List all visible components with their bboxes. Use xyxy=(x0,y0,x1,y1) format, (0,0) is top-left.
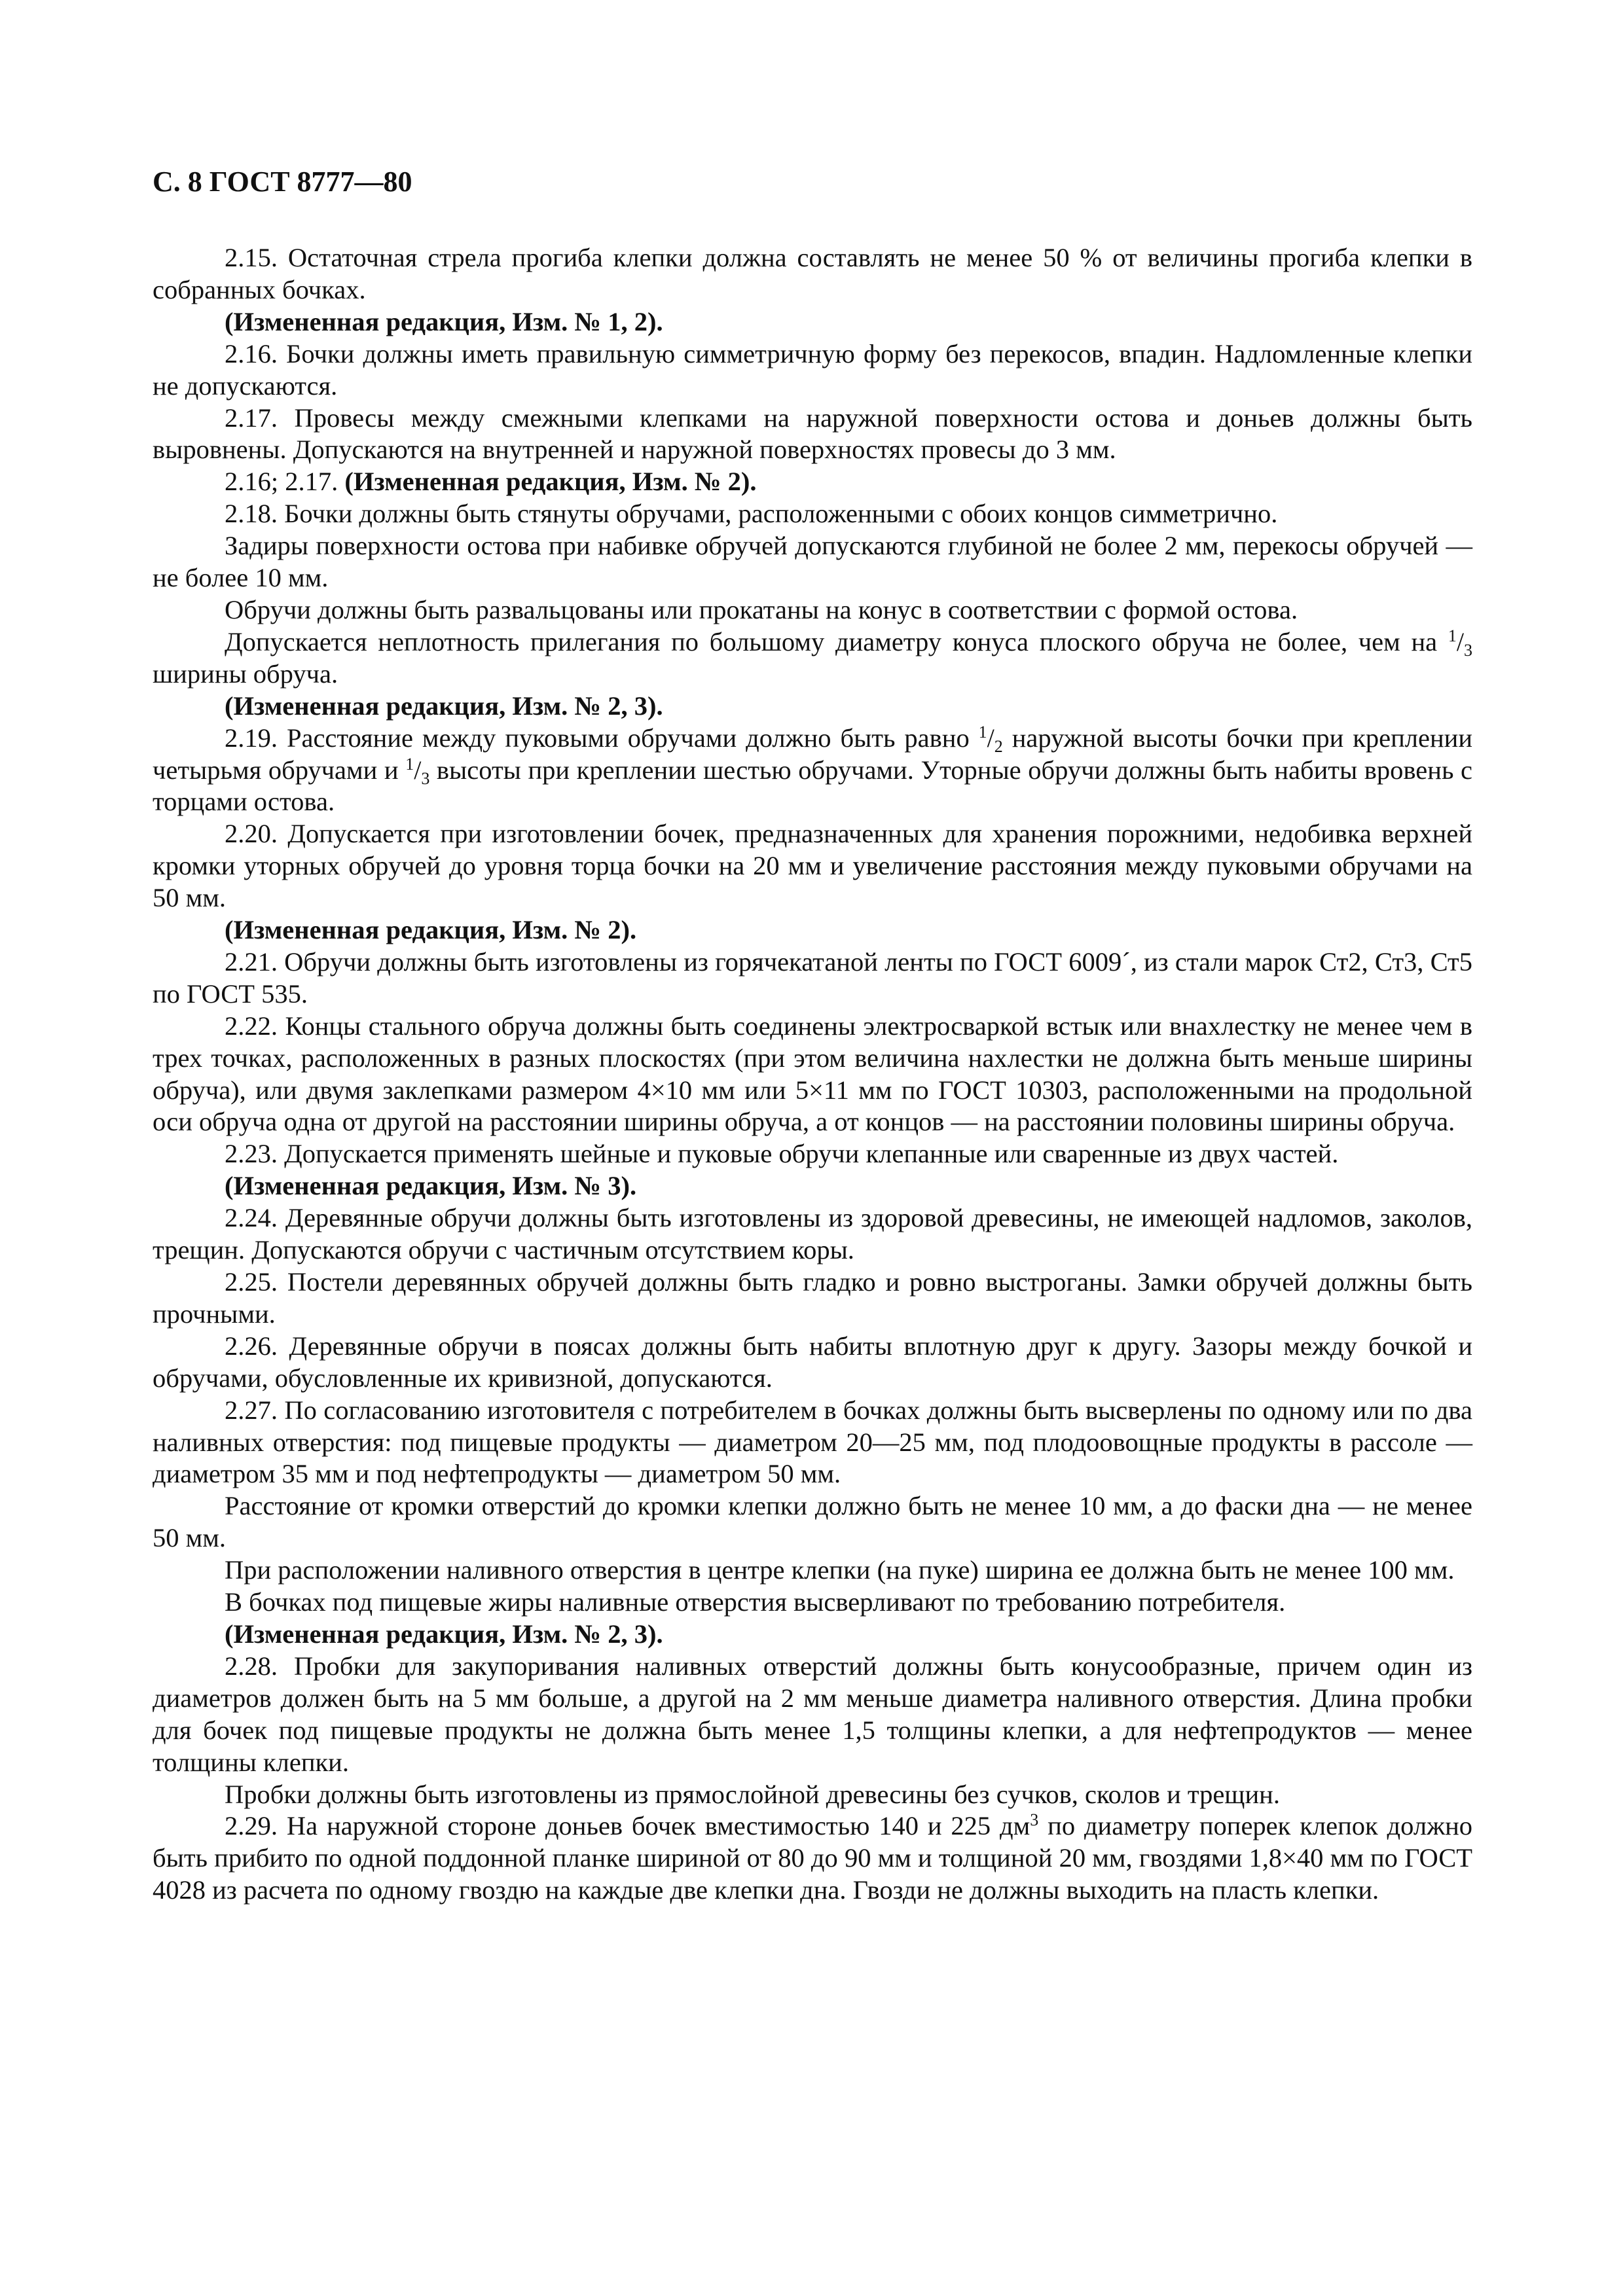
clause-2-16-2-17-amendment xyxy=(153,466,1472,498)
text-span: 2.19. Расстояние между пуковыми обручами должно быть равно xyxy=(225,723,979,753)
clause-2-15: 2.15. Остаточная стрела прогиба клепки должна составлять не менее 50 % от величины прогиба клепки в собранных бочках. xyxy=(153,243,1472,304)
text-span: наружной высоты бочки при креплении четырьмя обручами и xyxy=(153,723,1472,785)
fraction-denominator: 3 xyxy=(1464,640,1472,660)
clause-2-20: 2.20. Допускается при изготовлении бочек, предназначенных для хранения порожними, недобивка верхней кромки уторных обручей до уровня торца бочки на 20 мм и увеличение расстояния между пуковыми обручами на 50 мм. xyxy=(153,819,1472,913)
text-span: высоты при креплении шестью обручами. Уторные обручи должны быть набиты вровень с торцами остова. xyxy=(153,755,1472,817)
fraction-denominator: 3 xyxy=(421,768,430,788)
clause-2-27-paragraph: Расстояние от кромки отверстий до кромки клепки должно быть не менее 10 мм, а до фаски дна — не менее 50 мм. xyxy=(153,1491,1472,1553)
amendment-note: (Измененная редакция, Изм. № 3). xyxy=(225,1171,637,1201)
clause-2-23: 2.23. Допускается применять шейные и пуковые обручи клепанные или сваренные из двух частей. xyxy=(225,1139,1339,1169)
clause-2-17: 2.17. Провесы между смежными клепками на наружной поверхности остова и доньев должны быть выровнены. Допускаются на внутренней и наружной поверхностях провесы до 3 мм. xyxy=(153,403,1472,465)
document-body xyxy=(153,242,1472,1907)
clause-2-28: 2.28. Пробки для закупоривания наливных отверстий должны быть конусообразные, причем один из диаметров должен быть на 5 мм больше, а другой на 2 мм меньше диаметра наливного отверстия. Длина пробки для бочек под пищевые продукты не должна быть менее 1,5 толщины клепки, а для нефтепродуктов — менее толщины клепки. xyxy=(153,1651,1472,1777)
clause-2-25: 2.25. Постели деревянных обручей должны быть гладко и ровно выстроганы. Замки обручей должны быть прочными. xyxy=(153,1267,1472,1329)
text-span: 2.29. На наружной стороне доньев бочек вместимостью 140 и 225 дм xyxy=(225,1811,1030,1841)
amendment-note: (Измененная редакция, Изм. № 1, 2). xyxy=(225,306,663,336)
clause-2-21: 2.21. Обручи должны быть изготовлены из горячекатаной ленты по ГОСТ 6009´, из стали марок Ст2, Ст3, Ст5 по ГОСТ 535. xyxy=(153,946,1472,1009)
text-span: Допускается неплотность прилегания по большому диаметру конуса плоского обруча не более, чем на xyxy=(225,626,1448,656)
text-span: ширины обруча. xyxy=(153,658,338,689)
superscript-exponent: 3 xyxy=(1030,1810,1039,1830)
clause-2-16: 2.16. Бочки должны иметь правильную симметричную форму без перекосов, впадин. Надломленные клепки не допускаются. xyxy=(153,338,1472,401)
clause-ref: 2.16; 2.17. xyxy=(225,467,345,497)
page-header: С. 8 ГОСТ 8777—80 xyxy=(153,166,412,198)
amendment-note: (Измененная редакция, Изм. № 2). xyxy=(344,467,757,497)
clause-2-18-paragraph: Обручи должны быть развальцованы или прокатаны на конус в соответствии с формой остова. xyxy=(225,594,1298,624)
clause-2-19: 2.19. Расстояние между пуковыми обручами должно быть равно $^1/_2$ наружной высоты бочки при креплении четырьмя обручами и $^1/_3$ высоты при креплении шестью обручами. Уторные обручи должны быть набиты вровень с торцами остова. xyxy=(153,722,1472,817)
clause-2-22: 2.22. Концы стального обруча должны быть соединены электросваркой встык или внахлестку не менее чем в трех точках, расположенных в разных плоскостях (при этом величина нахлестки не должна быть меньше ширины обруча), или двумя заклепками размером 4×10 мм или 5×11 мм по ГОСТ 10303, расположенными на продольной оси обруча одна от другой на расстоянии ширины обруча, а от концов — на расстоянии половины ширины обруча. xyxy=(153,1011,1472,1137)
fraction-numerator: 1 xyxy=(978,722,987,742)
clause-2-29 xyxy=(153,1810,1472,1907)
clause-2-18: 2.18. Бочки должны быть стянуты обручами, расположенными с обоих концов симметрично. xyxy=(225,499,1278,529)
clause-2-18-paragraph: Задиры поверхности остова при набивке обручей допускаются глубиной не более 2 мм, перекосы обручей — не более 10 мм. xyxy=(153,531,1472,593)
clause-2-27: 2.27. По согласованию изготовителя с потребителем в бочках должны быть высверлены по одному или по два наливных отверстия: под пищевые продукты — диаметром 20—25 мм, под плодоовощные продукты в рассоле — диаметром 35 мм и под нефтепродукты — диаметром 50 мм. xyxy=(153,1395,1472,1489)
clause-2-24: 2.24. Деревянные обручи должны быть изготовлены из здоровой древесины, не имеющей надломов, заколов, трещин. Допускаются обручи с частичным отсутствием коры. xyxy=(153,1203,1472,1265)
clause-2-27-paragraph: В бочках под пищевые жиры наливные отверстия высверливают по требованию потребителя. xyxy=(225,1587,1286,1617)
fraction-numerator: 1 xyxy=(405,754,414,774)
text-span: по диаметру поперек клепок должно быть прибито по одной поддонной планке шириной от 80 до 90 мм и толщиной 20 мм, гвоздями 1,8×40 мм по ГОСТ 4028 из расчета по одному гвоздю на каждые две клепки дна. Гвозди не должны выходить на пласть клепки. xyxy=(153,1811,1472,1905)
amendment-note: (Измененная редакция, Изм. № 2, 3). xyxy=(225,691,663,721)
fraction-numerator: 1 xyxy=(1448,626,1457,645)
clause-2-18-paragraph: Допускается неплотность прилегания по большому диаметру конуса плоского обруча не более, чем на $^1/_3$ ширины обруча. xyxy=(153,626,1472,689)
amendment-note: (Измененная редакция, Изм. № 2). xyxy=(225,915,637,945)
clause-2-26: 2.26. Деревянные обручи в поясах должны быть набиты вплотную друг к другу. Зазоры между бочкой и обручами, обусловленные их кривизной, допускаются. xyxy=(153,1331,1472,1393)
clause-2-27-paragraph: При расположении наливного отверстия в центре клепки (на пуке) ширина ее должна быть не менее 100 мм. xyxy=(225,1555,1455,1585)
clause-2-28-paragraph: Пробки должны быть изготовлены из прямослойной древесины без сучков, сколов и трещин. xyxy=(225,1779,1280,1809)
fraction-denominator: 2 xyxy=(994,736,1003,756)
amendment-note: (Измененная редакция, Изм. № 2, 3). xyxy=(225,1619,663,1649)
